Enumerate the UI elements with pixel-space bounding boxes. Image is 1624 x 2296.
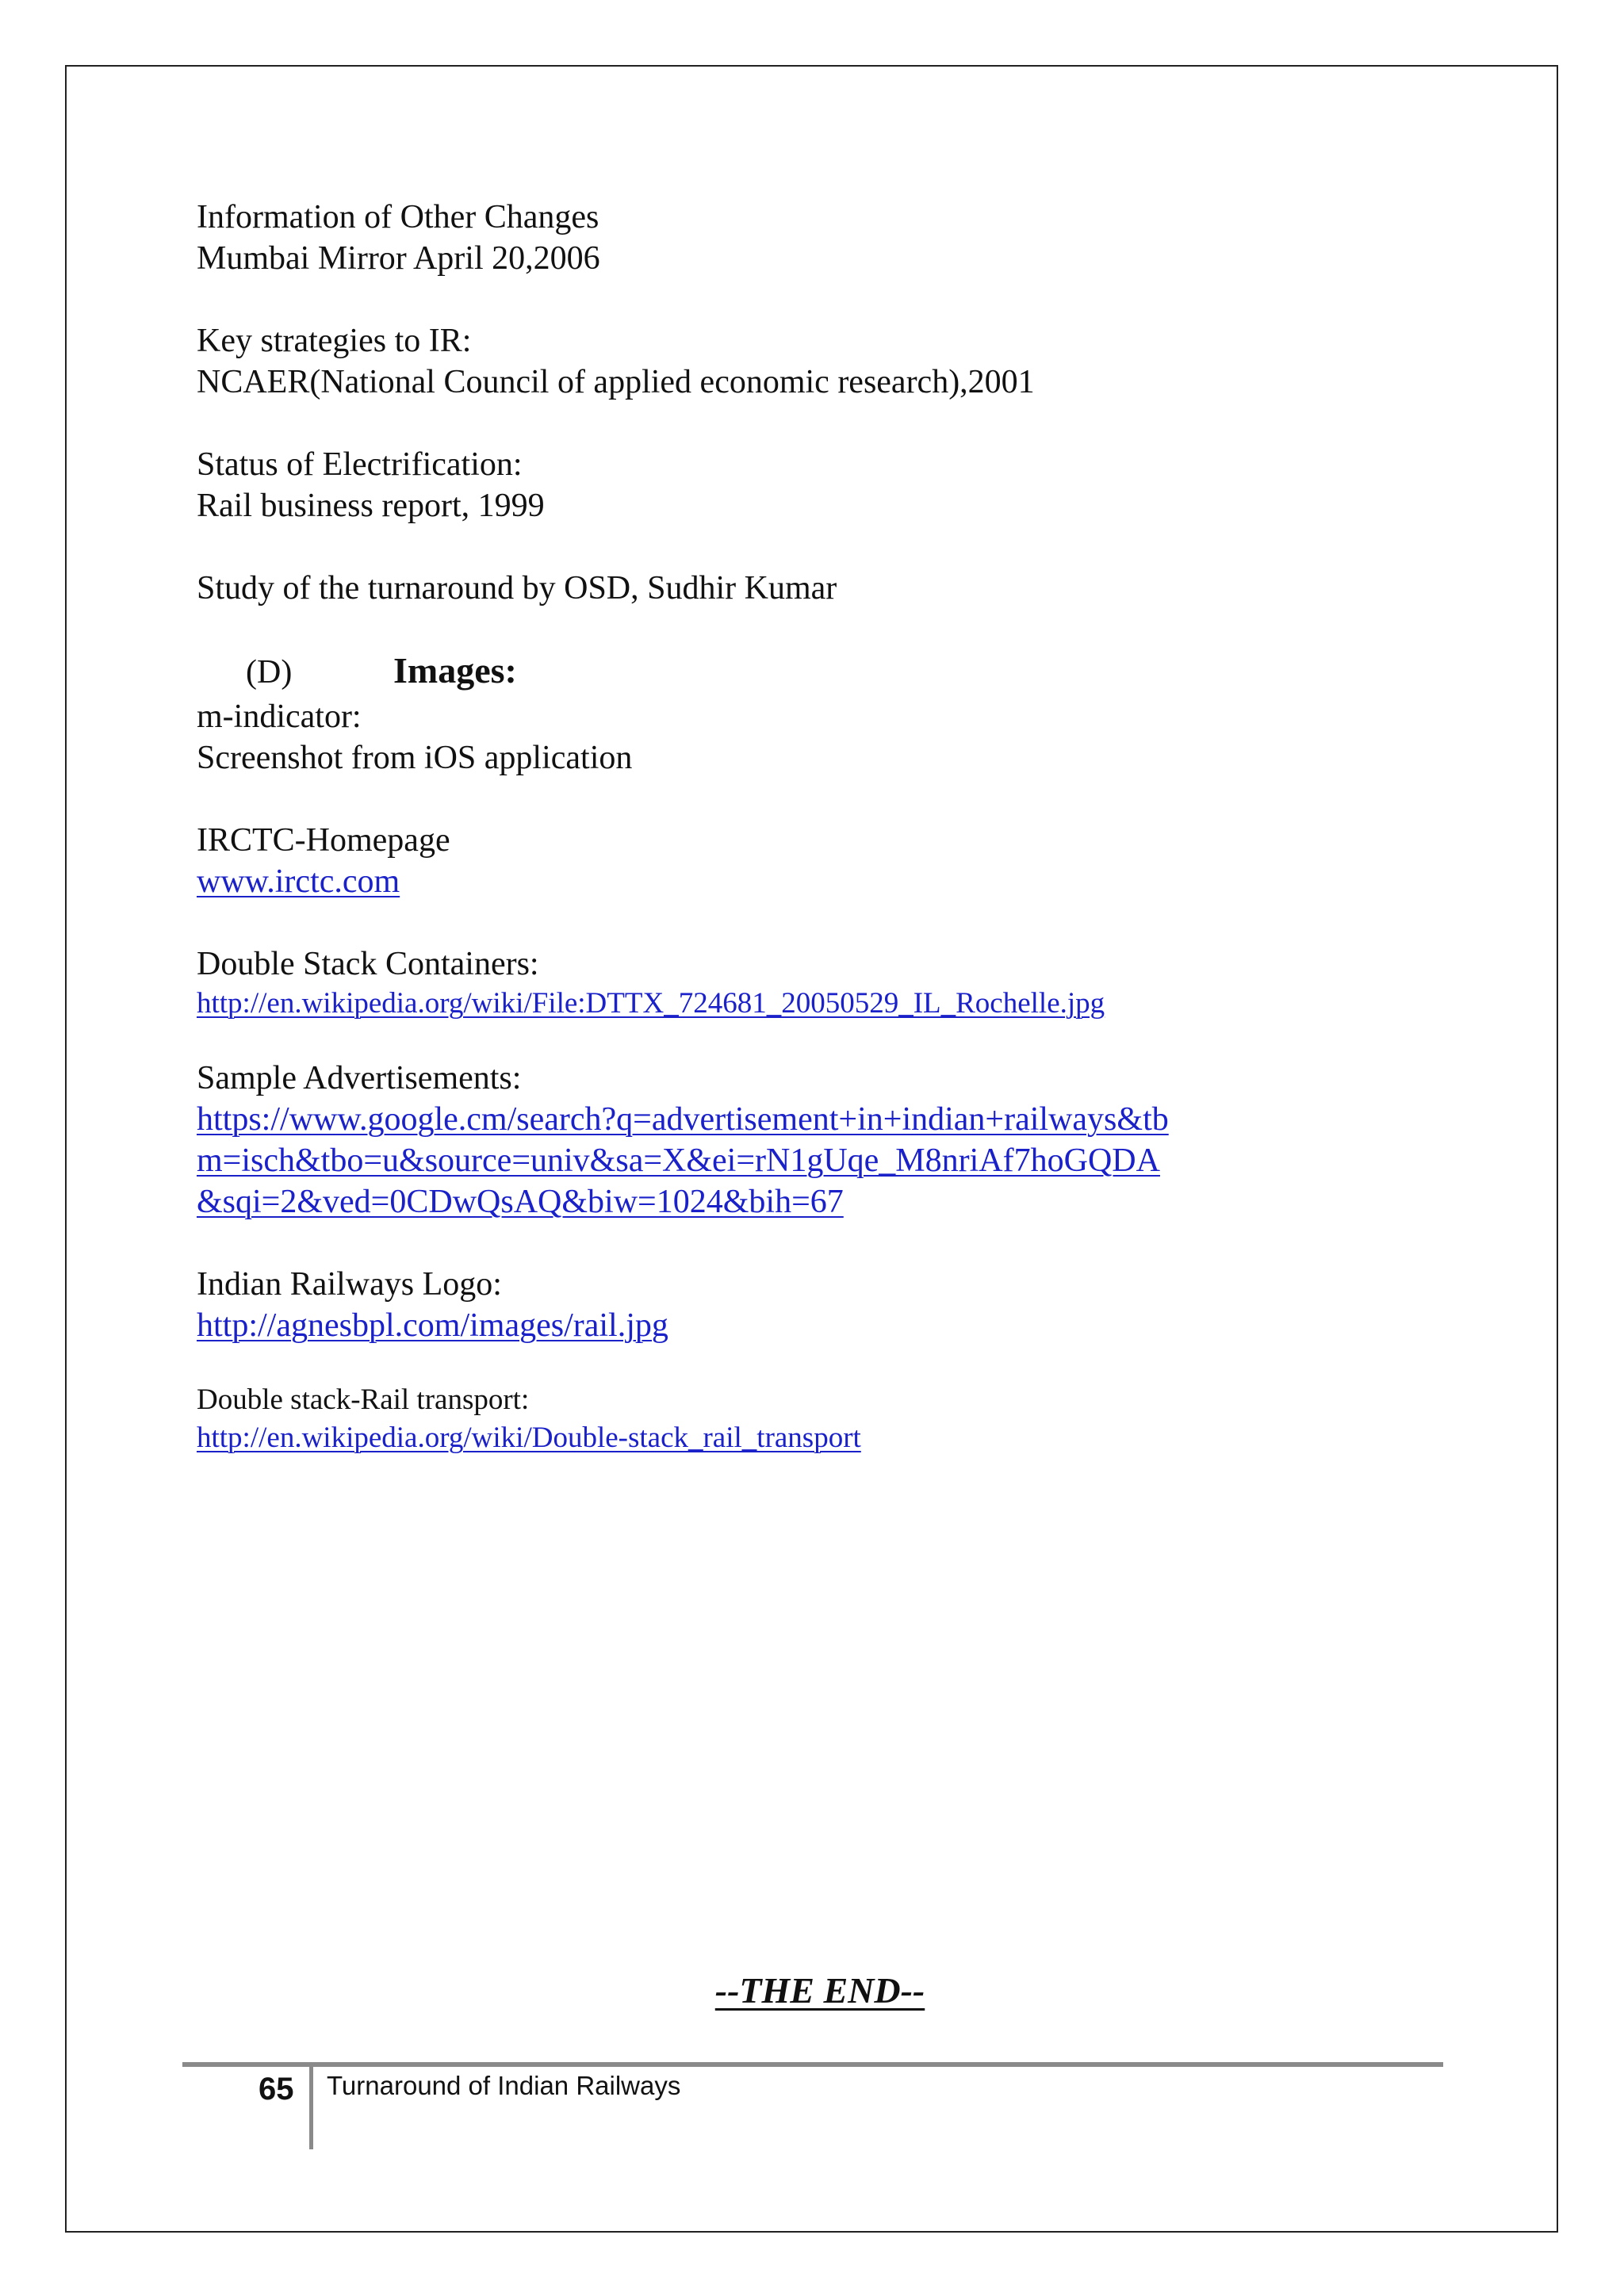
double-stack-title: Double Stack Containers: <box>197 946 539 982</box>
irctc-title: IRCTC-Homepage <box>197 822 450 859</box>
key-strategies-source: NCAER(National Council of applied economic research),2001 <box>197 364 1035 400</box>
double-stack-rail-link[interactable]: http://en.wikipedia.org/wiki/Double-stack_rail_transport <box>197 1422 861 1454</box>
electrification-title: Status of Electrification: <box>197 446 523 483</box>
references-content <box>197 197 1481 1457</box>
turnaround-study: Study of the turnaround by OSD, Sudhir Kumar <box>197 570 837 607</box>
key-strategies-title: Key strategies to IR: <box>197 323 472 359</box>
logo-title: Indian Railways Logo: <box>197 1266 502 1303</box>
footer-rule <box>182 2062 1443 2067</box>
other-changes-title: Information of Other Changes <box>197 199 599 235</box>
ads-title: Sample Advertisements: <box>197 1060 522 1096</box>
m-indicator-source: Screenshot from iOS application <box>197 740 633 776</box>
running-title: Turnaround of Indian Railways <box>327 2071 681 2100</box>
ads-link-line-3[interactable]: &sqi=2&ved=0CDwQsAQ&biw=1024&bih=67 <box>197 1184 844 1220</box>
section-marker: (D) <box>246 654 293 691</box>
ads-link-line-1[interactable]: https://www.google.cm/search?q=advertisement+in+indian+railways&tb <box>197 1101 1169 1138</box>
images-heading <box>197 652 1481 696</box>
double-stack-rail-title: Double stack-Rail transport: <box>197 1383 530 1416</box>
section-title: Images: <box>393 650 517 691</box>
logo-link[interactable]: http://agnesbpl.com/images/rail.jpg <box>197 1307 668 1344</box>
page-number: 65 <box>259 2072 294 2107</box>
other-changes-source: Mumbai Mirror April 20,2006 <box>197 240 600 277</box>
the-end-closing: --THE END-- <box>714 1970 925 2011</box>
m-indicator-title: m-indicator: <box>197 698 362 735</box>
double-stack-link[interactable]: http://en.wikipedia.org/wiki/File:DTTX_724681_20050529_IL_Rochelle.jpg <box>197 987 1105 1020</box>
footer-divider <box>309 2067 313 2149</box>
irctc-link[interactable]: www.irctc.com <box>197 863 400 900</box>
electrification-source: Rail business report, 1999 <box>197 488 545 524</box>
ads-link-line-2[interactable]: m=isch&tbo=u&source=univ&sa=X&ei=rN1gUqe_M8nriAf7hoGQDA <box>197 1142 1160 1179</box>
